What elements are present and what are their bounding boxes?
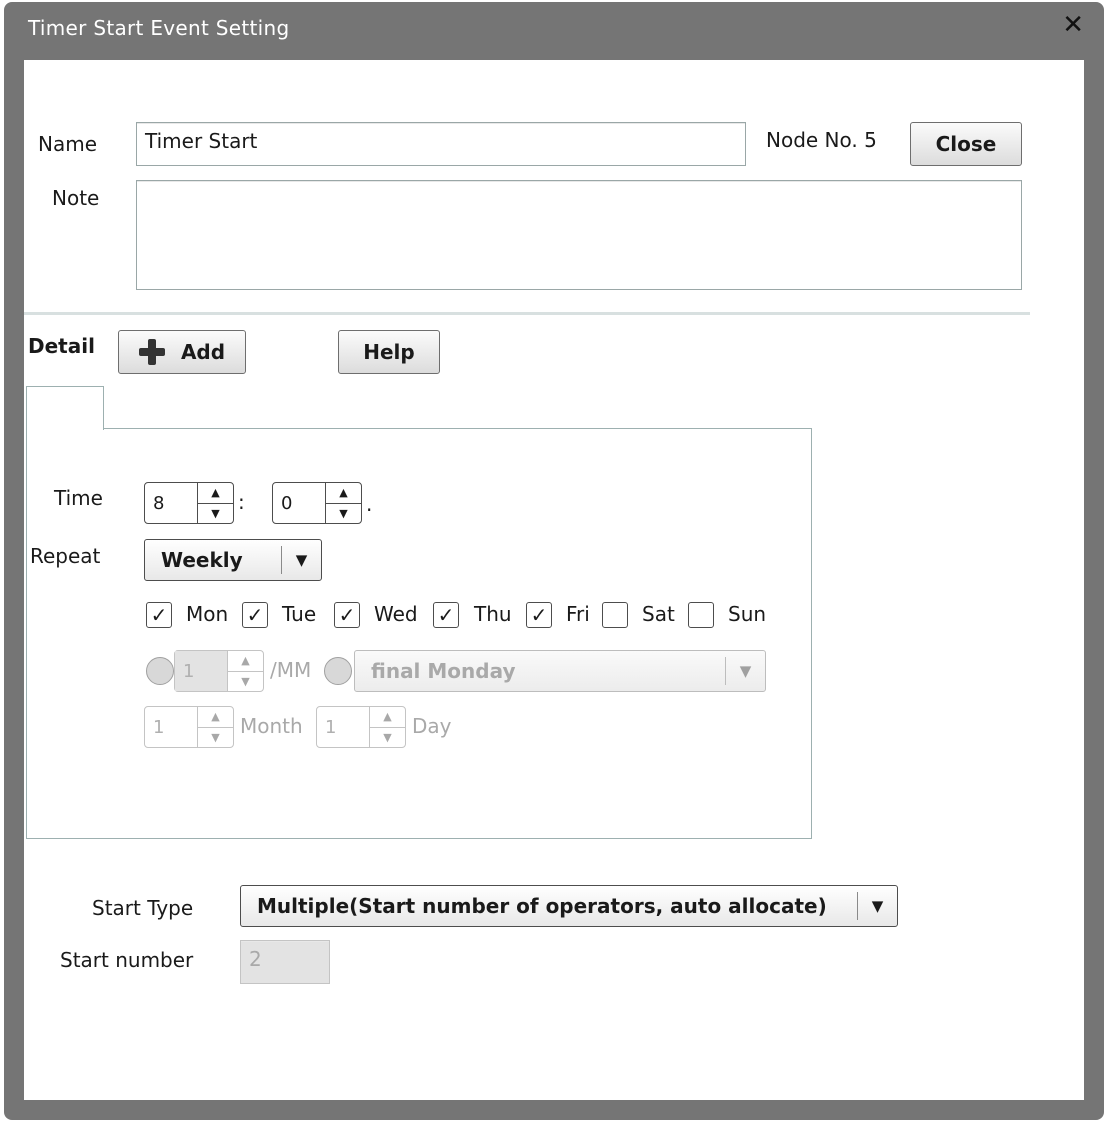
hour-down-icon[interactable]: ▼ [198, 503, 233, 524]
start-type-label: Start Type [92, 896, 194, 920]
monthly-day-radio[interactable] [146, 657, 174, 685]
yearly-day-label: Day [412, 714, 452, 738]
plus-icon [139, 339, 165, 365]
yearly-day-up-icon[interactable]: ▲ [383, 710, 392, 724]
start-type-value: Multiple(Start number of operators, auto allocate) [257, 894, 827, 918]
yearly-day-stepper[interactable] [316, 706, 406, 748]
note-label: Note [52, 186, 100, 210]
monthly-suffix: /MM [270, 658, 312, 682]
monthly-day-down-icon[interactable]: ▼ [228, 671, 263, 692]
checkbox-sat[interactable] [602, 602, 628, 628]
close-button[interactable]: Close [910, 122, 1022, 166]
dialog-content [24, 60, 1084, 1100]
yearly-day-down-icon[interactable]: ▼ [370, 727, 405, 748]
monthly-weekday-dropdown[interactable] [354, 650, 766, 692]
yearly-month-value[interactable]: 1 [153, 716, 165, 738]
repeat-dropdown[interactable] [144, 539, 322, 581]
section-divider [24, 312, 1030, 315]
repeat-value: Weekly [161, 548, 243, 572]
day-label-wed: Wed [374, 602, 418, 626]
add-button[interactable] [118, 330, 246, 374]
day-label-tue: Tue [282, 602, 317, 626]
repeat-label: Repeat [30, 544, 101, 568]
checkbox-fri[interactable]: ✓ [526, 602, 552, 628]
time-period: . [366, 492, 373, 516]
add-button-label: Add [180, 340, 226, 364]
yearly-day-value[interactable]: 1 [325, 716, 337, 738]
hour-up-icon[interactable]: ▲ [211, 486, 220, 500]
chevron-down-icon: ▼ [725, 657, 765, 685]
yearly-month-down-icon[interactable]: ▼ [198, 727, 233, 748]
day-label-thu: Thu [474, 602, 512, 626]
minute-up-icon[interactable]: ▲ [339, 486, 348, 500]
monthly-day-up-icon[interactable]: ▲ [241, 654, 250, 668]
monthly-day-stepper[interactable] [174, 650, 264, 692]
time-label: Time [54, 486, 103, 510]
monthly-weekday-radio[interactable] [324, 657, 352, 685]
checkbox-tue[interactable]: ✓ [242, 602, 268, 628]
name-label: Name [38, 132, 98, 156]
minute-value[interactable]: 0 [281, 492, 293, 514]
schedule-tab[interactable] [26, 386, 104, 430]
chevron-down-icon: ▼ [857, 892, 897, 920]
help-button[interactable]: Help [338, 330, 440, 374]
minute-stepper[interactable] [272, 482, 362, 524]
detail-label: Detail [28, 334, 95, 358]
yearly-month-label: Month [240, 714, 303, 738]
checkbox-mon[interactable]: ✓ [146, 602, 172, 628]
start-type-dropdown[interactable] [240, 885, 898, 927]
close-icon[interactable]: ✕ [1062, 10, 1084, 40]
yearly-month-up-icon[interactable]: ▲ [211, 710, 220, 724]
name-input[interactable]: Timer Start [136, 122, 746, 166]
checkbox-sun[interactable] [688, 602, 714, 628]
time-colon: : [238, 490, 245, 514]
hour-stepper[interactable] [144, 482, 234, 524]
start-number-label: Start number [60, 948, 194, 972]
day-label-sun: Sun [728, 602, 767, 626]
node-number-label: Node No. 5 [766, 128, 877, 152]
checkbox-thu[interactable]: ✓ [433, 602, 459, 628]
chevron-down-icon: ▼ [281, 546, 321, 574]
day-label-mon: Mon [186, 602, 229, 626]
dialog-title: Timer Start Event Setting [28, 16, 290, 40]
yearly-month-stepper[interactable] [144, 706, 234, 748]
minute-down-icon[interactable]: ▼ [326, 503, 361, 524]
monthly-weekday-value: final Monday [371, 659, 516, 683]
hour-value[interactable]: 8 [153, 492, 165, 514]
start-number-input[interactable]: 2 [240, 940, 330, 984]
note-textarea[interactable] [136, 180, 1022, 290]
checkbox-wed[interactable]: ✓ [334, 602, 360, 628]
timer-start-event-dialog [4, 2, 1104, 1120]
day-label-sat: Sat [642, 602, 675, 626]
monthly-day-value[interactable]: 1 [175, 651, 227, 691]
day-label-fri: Fri [566, 602, 590, 626]
